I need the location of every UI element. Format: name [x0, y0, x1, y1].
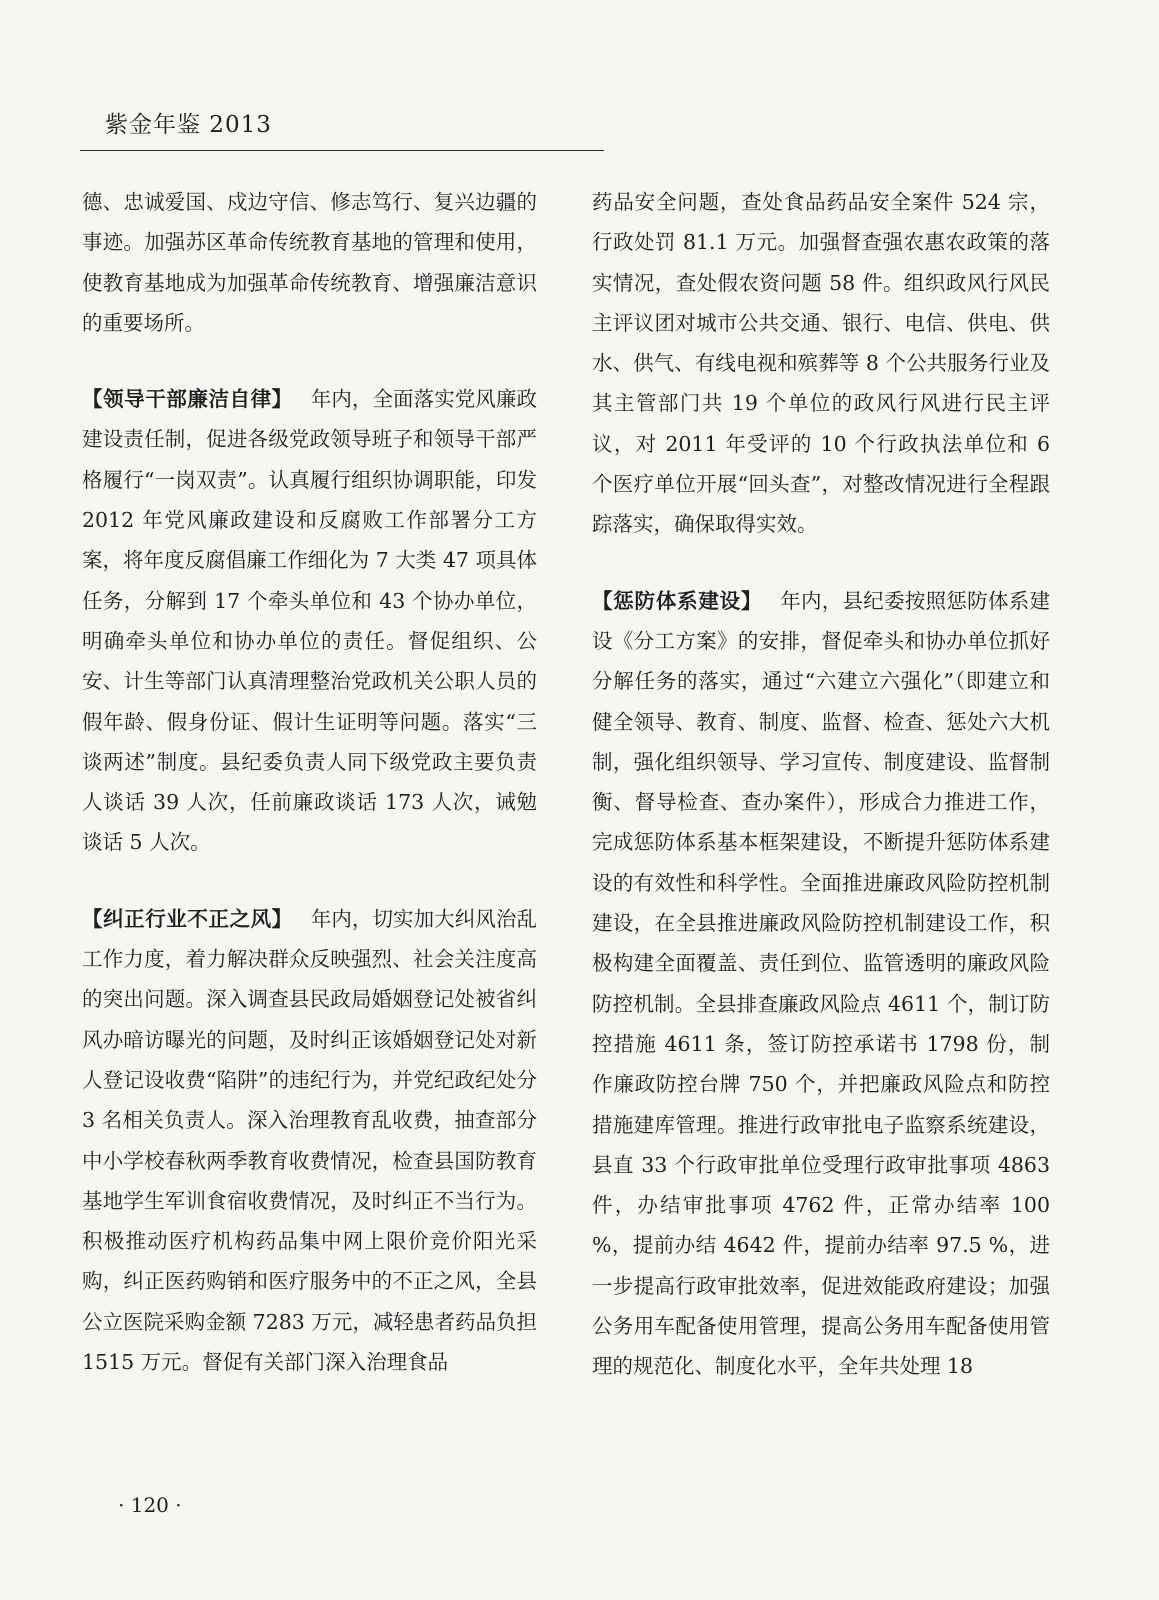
section-text: 年内，县纪委按照惩防体系建设《分工方案》的安排，督促牵头和协办单位抓好分解任务的落实，通过“六建立六强化”（即建立和健全领导、教育、制度、监督、检查、惩处六大机制，强化组织领导、学习宣传、制度建设、监督制衡、督导检查、查办案件），形成合力推进工作，完成惩防体系基本框架建设，不断提升惩防体系建设的有效性和科学性。全面推进廉政风险防控机制建设，在全县推进廉政风险防控机制建设工作，积极构建全面覆盖、责任到位、监管透明的廉政风险防控机制。全县排查廉政风险点 4611 个，制订防控措施 4611 条，签订防控承诺书 1798 份，制作廉政防控台牌 750 个，并把廉政风险点和防控措施建库管理。推进行政审批电子监察系统建设，县直 33 个行政审批单位受理行政审批事项 4863 件，办结审批事项 4762 件，正常办结率 100 %，提前办结 4642 件，提前办结率 97.5 %，进一步提高行政审批效率，促进效能政府建设；加强公务用车配备使用管理，提高公务用车配备使用管理的规范化、制度化水平，全年共处理 18: [592, 588, 1051, 1379]
section-prevention-system: [592, 581, 1050, 1387]
section-text: 年内，切实加大纠风治乱工作力度，着力解决群众反映强烈、社会关注度高的突出问题。深入调查县民政局婚姻登记处被省纠风办暗访曝光的问题，及时纠正该婚姻登记处对新人登记设收费“陷阱”的违纪行为，并党纪政纪处分 3 名相关负责人。深入治理教育乱收费，抽查部分中小学校春秋两季教育收费情况，检查县国防教育基地学生军训食宿收费情况，及时纠正不当行为。积极推动医疗机构药品集中网上限价竞价阳光采购，纠正医药购销和医疗服务中的不正之风，全县公立医院采购金额 7283 万元，减轻患者药品负担 1515 万元。督促有关部门深入治理食品: [82, 906, 537, 1375]
section-heading: 【纠正行业不正之风】: [82, 906, 293, 931]
section-heading: 【惩防体系建设】: [592, 588, 763, 613]
page-number: · 120 ·: [118, 1493, 182, 1517]
section-industry-malpractice: [82, 899, 537, 1383]
running-title: 紫金年鉴 2013: [105, 112, 272, 138]
paragraph-gap: [82, 343, 537, 379]
paragraph: 药品安全问题，查处食品药品安全案件 524 宗，行政处罚 81.1 万元。加强督查强农惠农政策的落实情况，查处假农资问题 58 件。组织政风行风民主评议团对城市公共交通、银行、电信、供电、供水、供气、有线电视和殡葬等 8 个公共服务行业及其主管部门共 19 个单位的政风行风进行民主评议，对 2011 年受评的 10 个行政执法单位和 6 个医疗单位开展“回头查”，对整改情况进行全程跟踪落实，确保取得实效。: [592, 190, 1050, 537]
paragraph: 德、忠诚爱国、戍边守信、修志笃行、复兴边疆的事迹。加强苏区革命传统教育基地的管理和使用，使教育基地成为加强革命传统教育、增强廉洁意识的重要场所。: [82, 190, 537, 335]
section-leadership-integrity: [82, 379, 537, 863]
section-text: 年内，全面落实党风廉政建设责任制，促进各级党政领导班子和领导干部严格履行“一岗双责”。认真履行组织协调职能，印发 2012 年党风廉政建设和反腐败工作部署分工方案，将年度反腐倡廉工作细化为 7 大类 47 项具体任务，分解到 17 个牵头单位和 43 个协办单位，明确牵头单位和协办单位的责任。督促组织、公安、计生等部门认真清理整治党政机关公职人员的假年龄、假身份证、假计生证明等问题。落实“三谈两述”制度。县纪委负责人同下级党政主要负责人谈话 39 人次，任前廉政谈话 173 人次，诫勉谈话 5 人次。: [82, 387, 537, 855]
paragraph-gap: [82, 863, 537, 899]
left-column: [82, 182, 537, 1382]
header-rule: [80, 150, 604, 151]
section-heading: 【领导干部廉洁自律】: [82, 387, 293, 412]
paragraph-gap: [592, 545, 1050, 581]
right-column: [592, 182, 1050, 1387]
